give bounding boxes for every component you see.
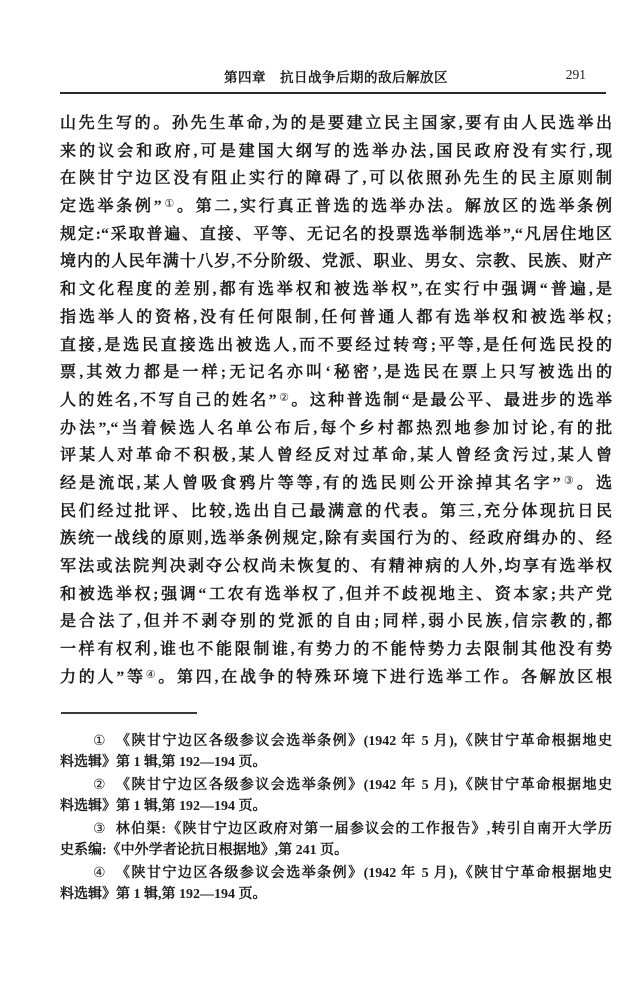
body-text-line: 境内的人民年满十八岁,不分阶级、党派、职业、男女、宗教、民族、财产: [60, 253, 612, 271]
body-text-line: 经是流氓,某人曾吸食鸦片等等,有的选民则公开涂掉其名字”③。选: [60, 474, 612, 492]
footnote-wrap-line: 料选辑》第 1 辑,第 192—194 页。: [60, 798, 267, 814]
body-text-line: 票,其效力都是一样;无记名亦叫‘秘密’,是选民在票上只写被选出的: [60, 364, 612, 382]
body-text-line: 来的议会和政府,可是建国大纲写的选举办法,国民政府没有实行,现: [60, 142, 612, 160]
chapter-title: 第四章 抗日战争后期的敌后解放区: [224, 70, 448, 85]
body-text-line: 定选举条例”①。第二,实行真正普选的选举办法。解放区的选举条例: [60, 198, 612, 216]
footnote-marker: ①: [93, 734, 108, 749]
footnote-first-line: [60, 776, 612, 797]
footnote-text: 《陕甘宁边区各级参议会选举条例》(1942 年 5 月),《陕甘宁革命根据地史: [116, 778, 612, 793]
footnote-wrap-line: 料选辑》第 1 辑,第 192—194 页。: [60, 754, 267, 770]
footnote-text: 《陕甘宁边区各级参议会选举条例》(1942 年 5 月),《陕甘宁革命根据地史: [116, 734, 612, 749]
body-text-line: 在陕甘宁边区没有阻止实行的障碍了,可以依照孙先生的民主原则制: [60, 170, 612, 188]
body-text-line: 人的姓名,不写自己的姓名”②。这种普选制“是最公平、最进步的选举: [60, 391, 612, 409]
footnote-wrap-line: 史系编:《中外学者论抗日根据地》,第 241 页。: [60, 842, 349, 858]
header-rule: [60, 92, 606, 94]
footnote-3: [60, 820, 612, 861]
body-text-line: 山先生写的。孙先生革命,为的是要建立民主国家,要有由人民选举出: [60, 115, 612, 132]
footnote-first-line: [60, 732, 612, 753]
footnote-wrap-line: 料选辑》第 1 辑,第 192—194 页。: [60, 886, 267, 902]
body-text-line: 一样有权利,谁也不能限制谁,有势力的不能恃势力去限制其他没有势: [60, 641, 612, 659]
footnote-4: [60, 864, 612, 905]
body-text-line: 和文化程度的差别,都有选举权和被选举权”,在实行中强调“普遍,是: [60, 281, 612, 299]
body-text-line: 和被选举权;强调“工农有选举权了,但并不歧视地主、资本家;共产党: [60, 585, 612, 603]
body-text-line: 军法或法院判决剥夺公权尚未恢复的、有精神病的人外,均享有选举权: [60, 558, 612, 575]
footnote-text: 《陕甘宁边区各级参议会选举条例》(1942 年 5 月),《陕甘宁革命根据地史: [116, 866, 612, 881]
body-text-line: 办法”,“当着候选人名单公布后,每个乡村都热烈地参加讨论,有的批: [60, 419, 612, 437]
body-text-line: 指选举人的资格,没有任何限制,任何普通人都有选举权和被选举权;: [60, 308, 612, 326]
footnote-ref: ②: [276, 391, 292, 404]
footnote-separator: [61, 712, 197, 714]
body-text-line: 直接,是选民直接选出被选人,而不要经过转弯;平等,是任何选民投的: [60, 336, 612, 354]
footnote-marker: ③: [93, 822, 107, 837]
body-text-line: 评某人对革命不积极,某人曾经反对过革命,某人曾经贪污过,某人曾: [60, 447, 612, 465]
body-text-line: 是合法了,但并不剥夺别的党派的自由;同样,弱小民族,信宗教的,都: [60, 613, 612, 631]
footnote-text: 林伯渠:《陕甘宁边区政府对第一届参议会的工作报告》,转引自南开大学历: [115, 822, 612, 837]
footnote-ref: ③: [560, 474, 577, 487]
running-head: [60, 66, 612, 84]
footnote-marker: ④: [93, 866, 108, 881]
body-text: [60, 110, 612, 691]
footnote-ref: ④: [145, 668, 159, 681]
footnote-first-line: [60, 820, 612, 841]
footnote-first-line: [60, 864, 612, 885]
footnote-2: [60, 776, 612, 817]
body-text-line: 民们经过批评、比较,选出自己最满意的代表。第三,充分体现抗日民: [60, 502, 612, 520]
footnote-ref: ①: [161, 198, 178, 211]
page-number: 291: [565, 67, 586, 82]
body-text-line: 力的人”等④。第四,在战争的特殊环境下进行选举工作。各解放区根: [60, 668, 612, 686]
footnote-marker: ②: [93, 778, 108, 793]
footnote-1: [60, 732, 612, 773]
body-text-line: 族统一战线的原则,选举条例规定,除有卖国行为的、经政府缉办的、经: [60, 530, 612, 548]
footnotes-block: [60, 732, 612, 908]
body-text-line: 规定:“采取普遍、直接、平等、无记名的投票选举制选举”,“凡居住地区: [60, 225, 612, 243]
